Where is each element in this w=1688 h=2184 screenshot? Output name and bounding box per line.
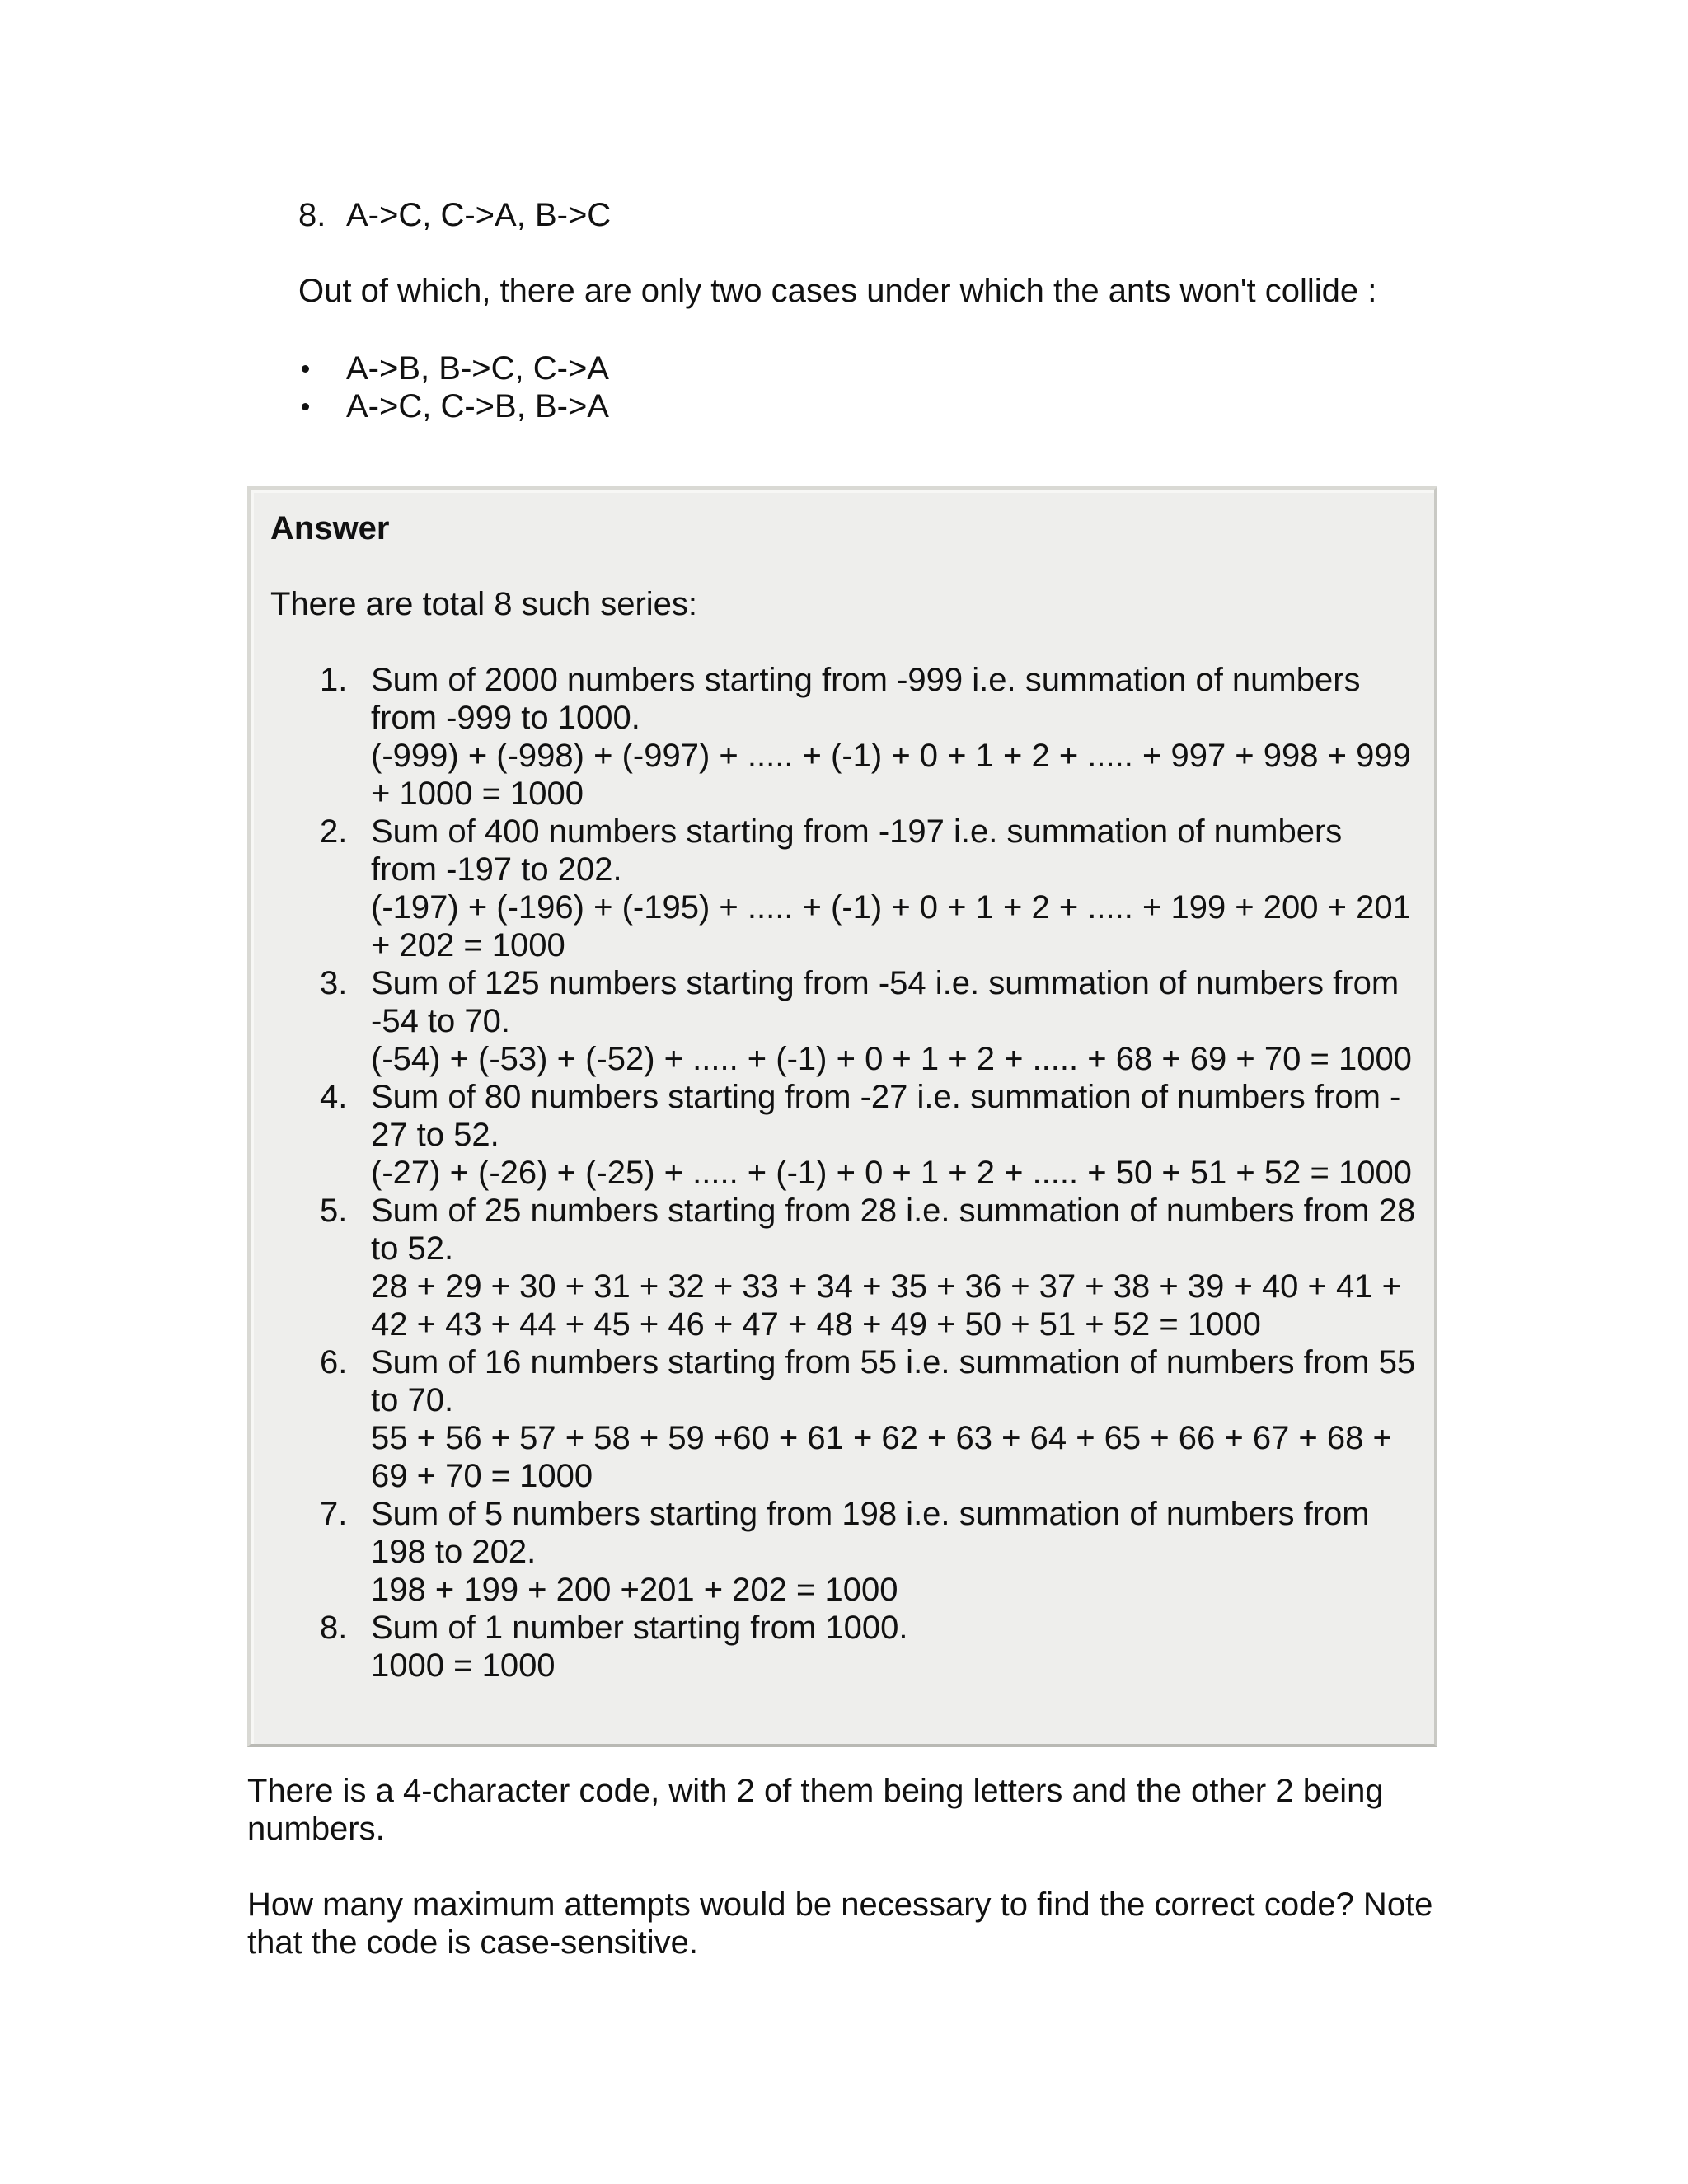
list-text: A->C, C->A, B->C [346, 197, 612, 233]
series-line: 69 + 70 = 1000 [371, 1458, 593, 1494]
series-line: to 52. [371, 1230, 454, 1267]
series-line: 27 to 52. [371, 1117, 499, 1153]
series-item [270, 964, 1416, 1078]
series-line: Sum of 2000 numbers starting from -999 i.e. summation of numbers [371, 662, 1361, 698]
intro-paragraph: Out of which, there are only two cases under which the ants won't collide : [298, 273, 1377, 309]
answer-box [247, 486, 1437, 1747]
series-number: 4. [320, 1079, 348, 1115]
series-item [270, 661, 1416, 813]
series-number: 3. [320, 965, 348, 1001]
answer-intro: There are total 8 such series: [270, 586, 698, 622]
series-item [270, 1078, 1416, 1192]
series-line: Sum of 125 numbers starting from -54 i.e. summation of numbers from [371, 965, 1400, 1001]
list-item-8 [298, 196, 611, 234]
series-line: Sum of 400 numbers starting from -197 i.e. summation of numbers [371, 813, 1343, 850]
series-line: Sum of 5 numbers starting from 198 i.e. summation of numbers from [371, 1496, 1370, 1532]
series-number: 2. [320, 813, 348, 850]
bullet-list [298, 349, 609, 425]
series-number: 6. [320, 1344, 348, 1380]
series-line: (-197) + (-196) + (-195) + ..... + (-1) + 0 + 1 + 2 + ..... + 199 + 200 + 201 [371, 889, 1411, 926]
series-line: -54 to 70. [371, 1003, 511, 1039]
series-line: 198 + 199 + 200 +201 + 202 = 1000 [371, 1572, 898, 1608]
series-line: (-27) + (-26) + (-25) + ..... + (-1) + 0 + 1 + 2 + ..... + 50 + 51 + 52 = 1000 [371, 1155, 1412, 1191]
series-item [270, 1609, 1416, 1685]
answer-title: Answer [270, 510, 390, 546]
bullet-text: A->B, B->C, C->A [346, 350, 609, 387]
series-line: to 70. [371, 1382, 454, 1418]
series-line: 198 to 202. [371, 1534, 537, 1570]
bullet-text: A->C, C->B, B->A [346, 388, 609, 424]
series-line: 55 + 56 + 57 + 58 + 59 +60 + 61 + 62 + 63 + 64 + 65 + 66 + 67 + 68 + [371, 1420, 1392, 1456]
series-item [270, 1495, 1416, 1609]
series-number: 1. [320, 662, 348, 698]
series-line: + 202 = 1000 [371, 927, 565, 963]
series-line: Sum of 25 numbers starting from 28 i.e. summation of numbers from 28 [371, 1193, 1416, 1229]
series-line: from -999 to 1000. [371, 700, 640, 736]
bullet-dot-icon [302, 365, 309, 373]
series-list [270, 661, 1416, 1685]
series-line: 1000 = 1000 [371, 1647, 556, 1684]
series-item [270, 1192, 1416, 1343]
series-number: 7. [320, 1496, 348, 1532]
series-line: + 1000 = 1000 [371, 776, 584, 812]
series-number: 5. [320, 1193, 348, 1229]
bullet-item [298, 387, 609, 425]
series-item [270, 813, 1416, 964]
series-item [270, 1343, 1416, 1495]
series-line: Sum of 16 numbers starting from 55 i.e. summation of numbers from 55 [371, 1344, 1416, 1380]
code-question-paragraph: There is a 4-character code, with 2 of them being letters and the other 2 being numbers. [247, 1773, 1384, 1847]
series-line: Sum of 80 numbers starting from -27 i.e. summation of numbers from - [371, 1079, 1401, 1115]
bullet-item [298, 349, 609, 387]
list-number: 8. [298, 197, 326, 233]
series-line: 42 + 43 + 44 + 45 + 46 + 47 + 48 + 49 + 50 + 51 + 52 = 1000 [371, 1306, 1261, 1343]
series-line: (-999) + (-998) + (-997) + ..... + (-1) + 0 + 1 + 2 + ..... + 997 + 998 + 999 [371, 738, 1411, 774]
bullet-dot-icon [302, 403, 309, 410]
series-line: from -197 to 202. [371, 851, 622, 888]
attempts-question-paragraph: How many maximum attempts would be necessary to find the correct code? Note that the code is case-sensitive. [247, 1886, 1433, 1961]
series-number: 8. [320, 1610, 348, 1646]
series-line: 28 + 29 + 30 + 31 + 32 + 33 + 34 + 35 + 36 + 37 + 38 + 39 + 40 + 41 + [371, 1268, 1401, 1305]
series-line: Sum of 1 number starting from 1000. [371, 1610, 908, 1646]
series-line: (-54) + (-53) + (-52) + ..... + (-1) + 0 + 1 + 2 + ..... + 68 + 69 + 70 = 1000 [371, 1041, 1412, 1077]
